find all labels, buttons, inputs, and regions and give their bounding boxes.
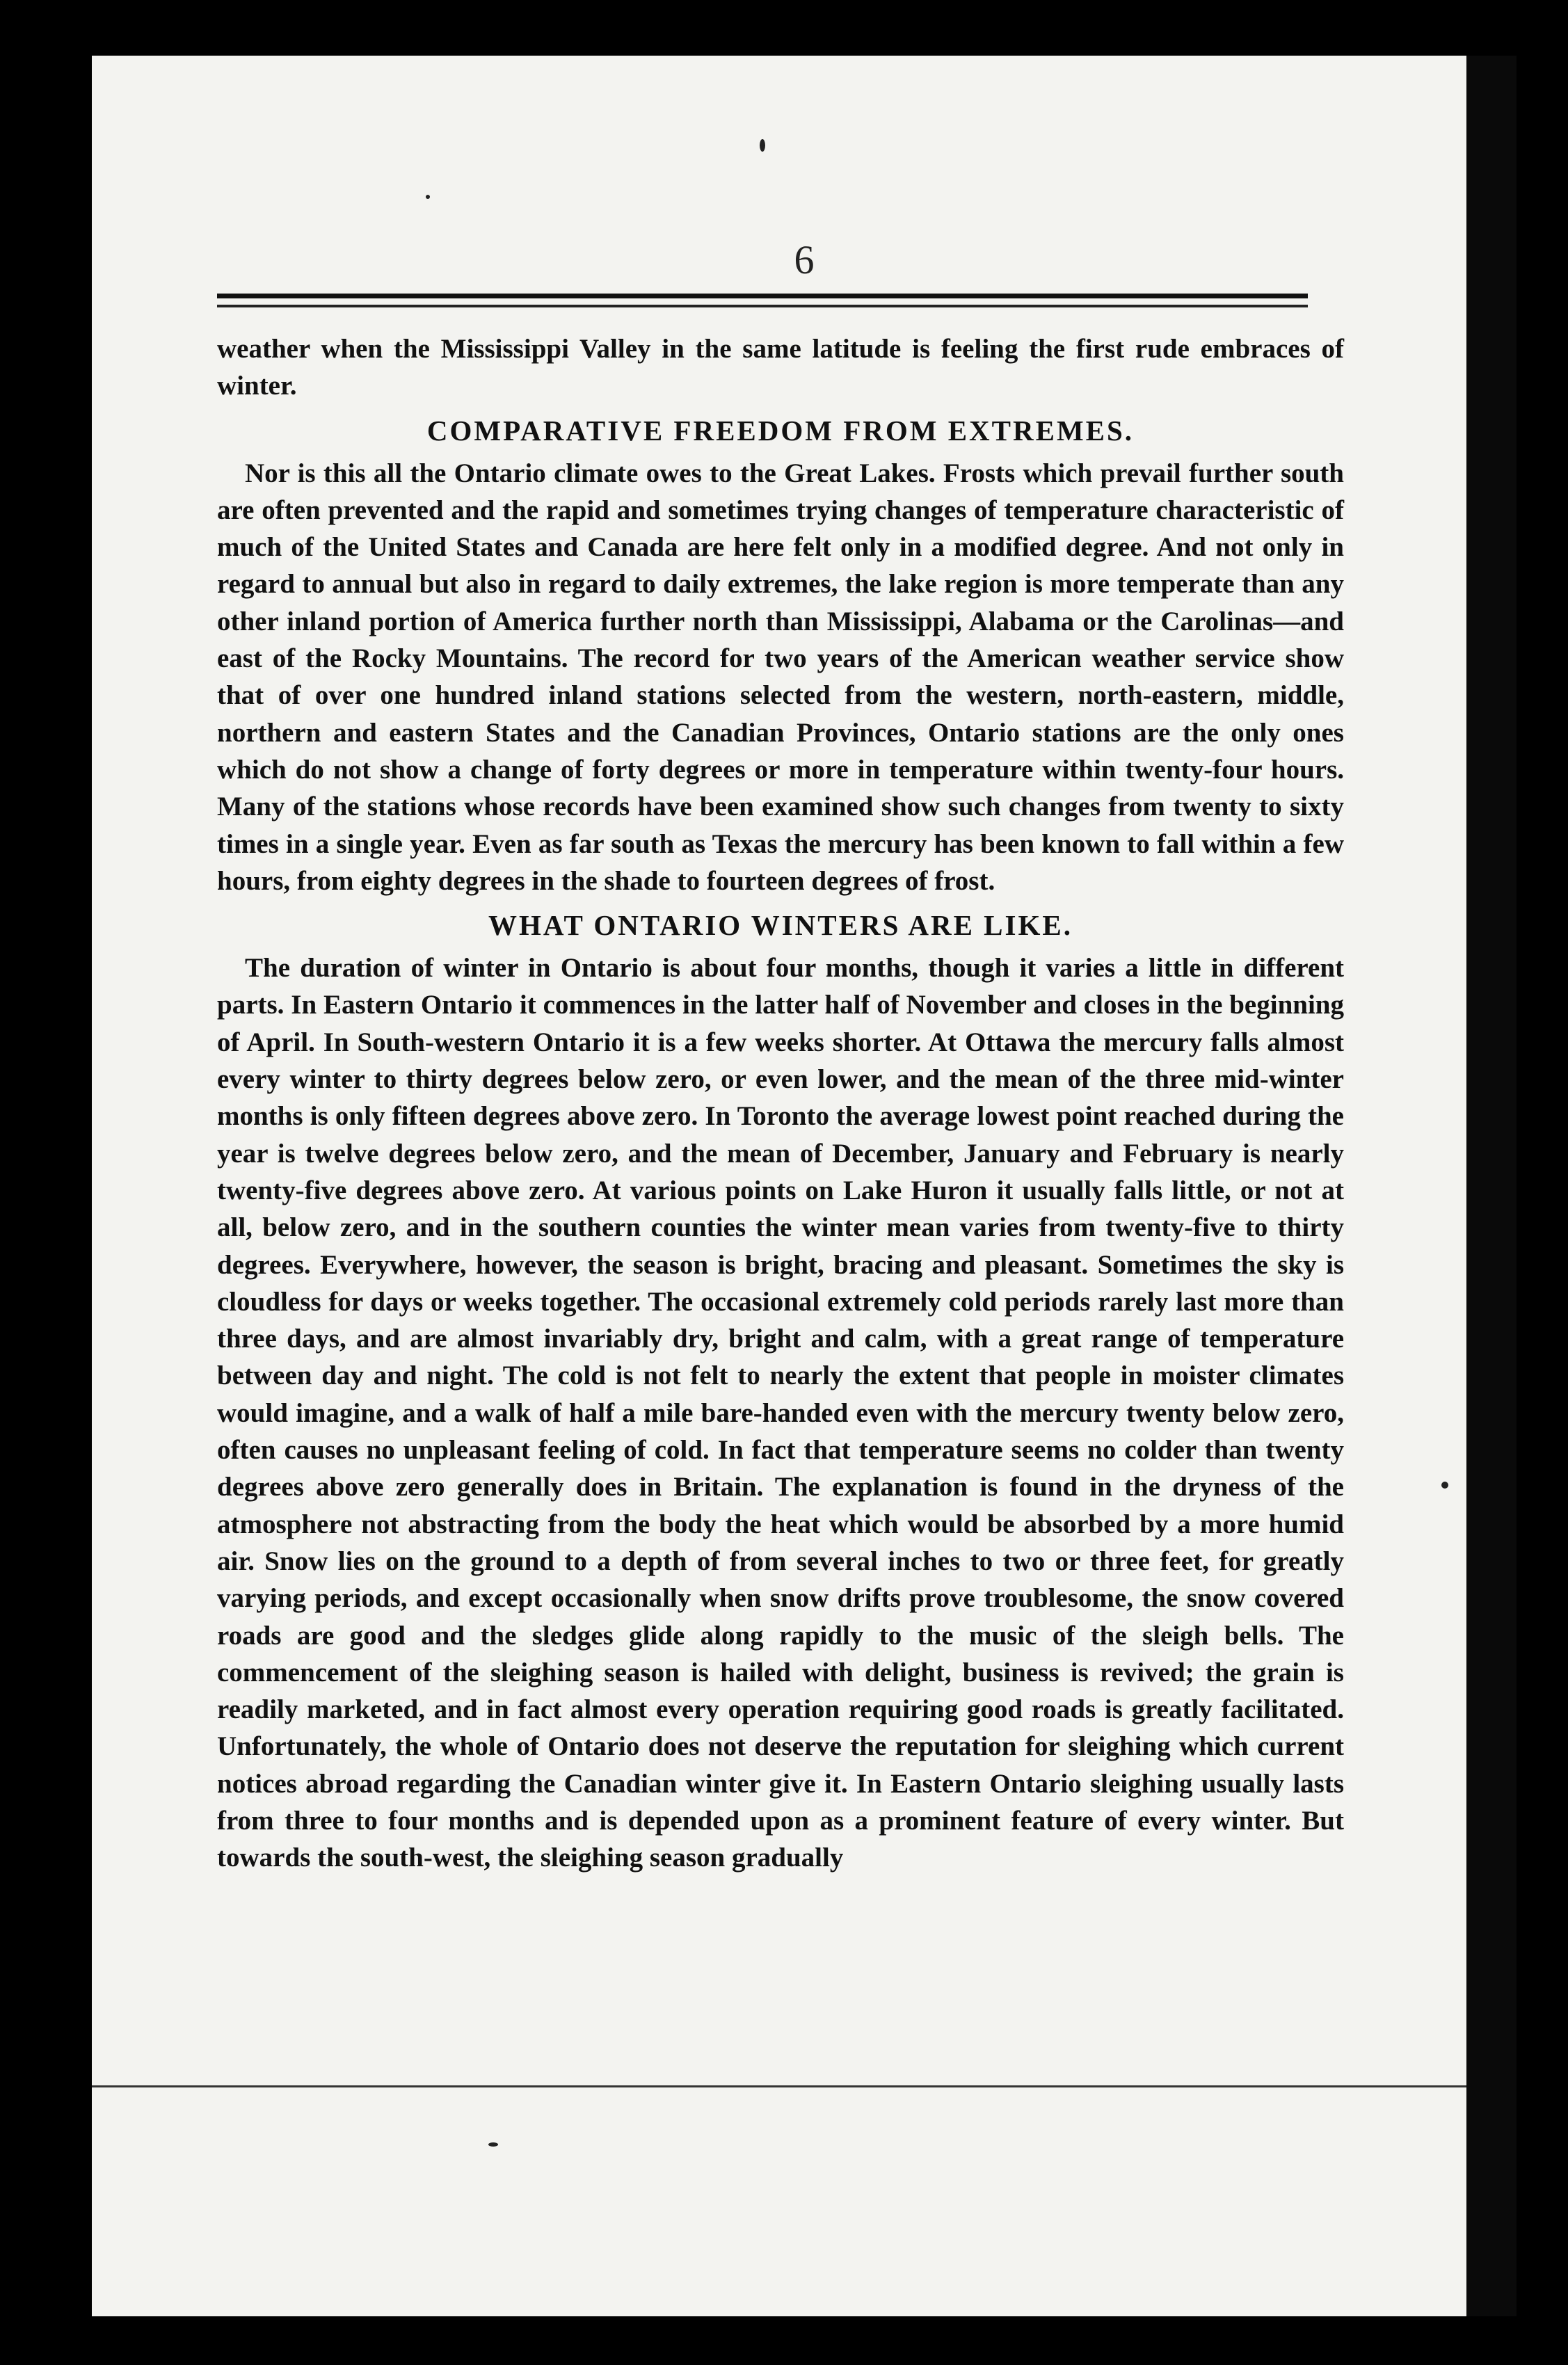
header-rule-thin (217, 305, 1308, 307)
scan-edge-shadow (1466, 56, 1517, 2316)
scan-speck (426, 195, 430, 199)
document-page (92, 56, 1517, 2316)
section-heading: COMPARATIVE FREEDOM FROM EXTREMES. (426, 414, 1135, 447)
header-rule (217, 294, 1308, 298)
scan-speck (1441, 1482, 1448, 1489)
page-number: 6 (794, 237, 815, 282)
scan-speck (760, 139, 765, 152)
body-text (217, 330, 1344, 1877)
scan-speck (488, 2142, 498, 2147)
body-paragraph: The duration of winter in Ontario is about four months, though it varies a little in different parts. In Eastern Ontario it commences in the latter half of November and closes in the beginning of April. In South-western Ontario it is a few weeks shorter. At Ottawa the mercury falls almost every winter to thirty degrees below zero, or even lower, and the mean of the three mid-winter months is only fifteen degrees above zero. In Toronto the average lowest point reached during the year is twelve degrees below zero, and the mean of December, January and February is nearly twenty-five degrees above zero. At various points on Lake Huron it usually falls little, or not at all, below zero, and in the southern counties the winter mean varies from twenty-five to thirty degrees. Everywhere, however, the season is bright, bracing and pleasant. Sometimes the sky is cloudless for days or weeks together. The occasional extremely cold periods rarely last more than three days, and are almost invariably dry, bright and calm, with a great range of temperature between day and night. The cold is not felt to nearly the extent that people in moister climates would imagine, and a walk of half a mile bare-handed even with the mercury twenty below zero, often causes no unpleasant feeling of cold. In fact that temperature seems no colder than twenty degrees above zero generally does in Britain. The explanation is found in the dryness of the atmosphere not abstracting from the body the heat which would be absorbed by a more humid air. Snow lies on the ground to a depth of from several inches to two or three feet, for greatly varying periods, and except occasionally when snow drifts prove troublesome, the snow covered roads are good and the sledges glide along rapidly to the music of the sleigh bells. The commencement of the sleighing season is hailed with delight, business is revived; the grain is readily marketed, and in fact almost every operation requiring good roads is greatly facilitated. Unfortunately, the whole of Ontario does not deserve the reputation for sleighing which current notices abroad regarding the Canadian winter give it. In Eastern Ontario sleighing usually lasts from three to four months and is depended upon as a prominent feature of every winter. But towards the south-west, the sleighing season gradually (217, 953, 1344, 1873)
footer-rule (92, 2085, 1517, 2087)
body-paragraph: Nor is this all the Ontario climate owes to the Great Lakes. Frosts which prevail further south are often prevented and the rapid and sometimes trying changes of temperature characteristic of much of the United States and Canada are here felt only in a modified degree. And not only in regard to annual but also in regard to daily extremes, the lake region is more temperate than any other inland portion of America further north than Mississippi, Alabama or the Carolinas—and east of the Rocky Mountains. The record for two years of the American weather service show that of over one hundred inland stations selected from the western, north-eastern, middle, northern and eastern States and the Canadian Provinces, Ontario stations are the only ones which do not show a change of forty degrees or more in temperature within twenty-four hours. Many of the stations whose records have been examined show such changes from twenty to sixty times in a single year. Even as far south as Texas the mercury has been known to fall within a few hours, from eighty degrees in the shade to fourteen degrees of frost. (217, 458, 1344, 896)
body-paragraph: weather when the Mississippi Valley in the same latitude is feeling the first rude embraces of winter. (217, 334, 1344, 401)
section-heading: WHAT ONTARIO WINTERS ARE LIKE. (488, 909, 1073, 942)
